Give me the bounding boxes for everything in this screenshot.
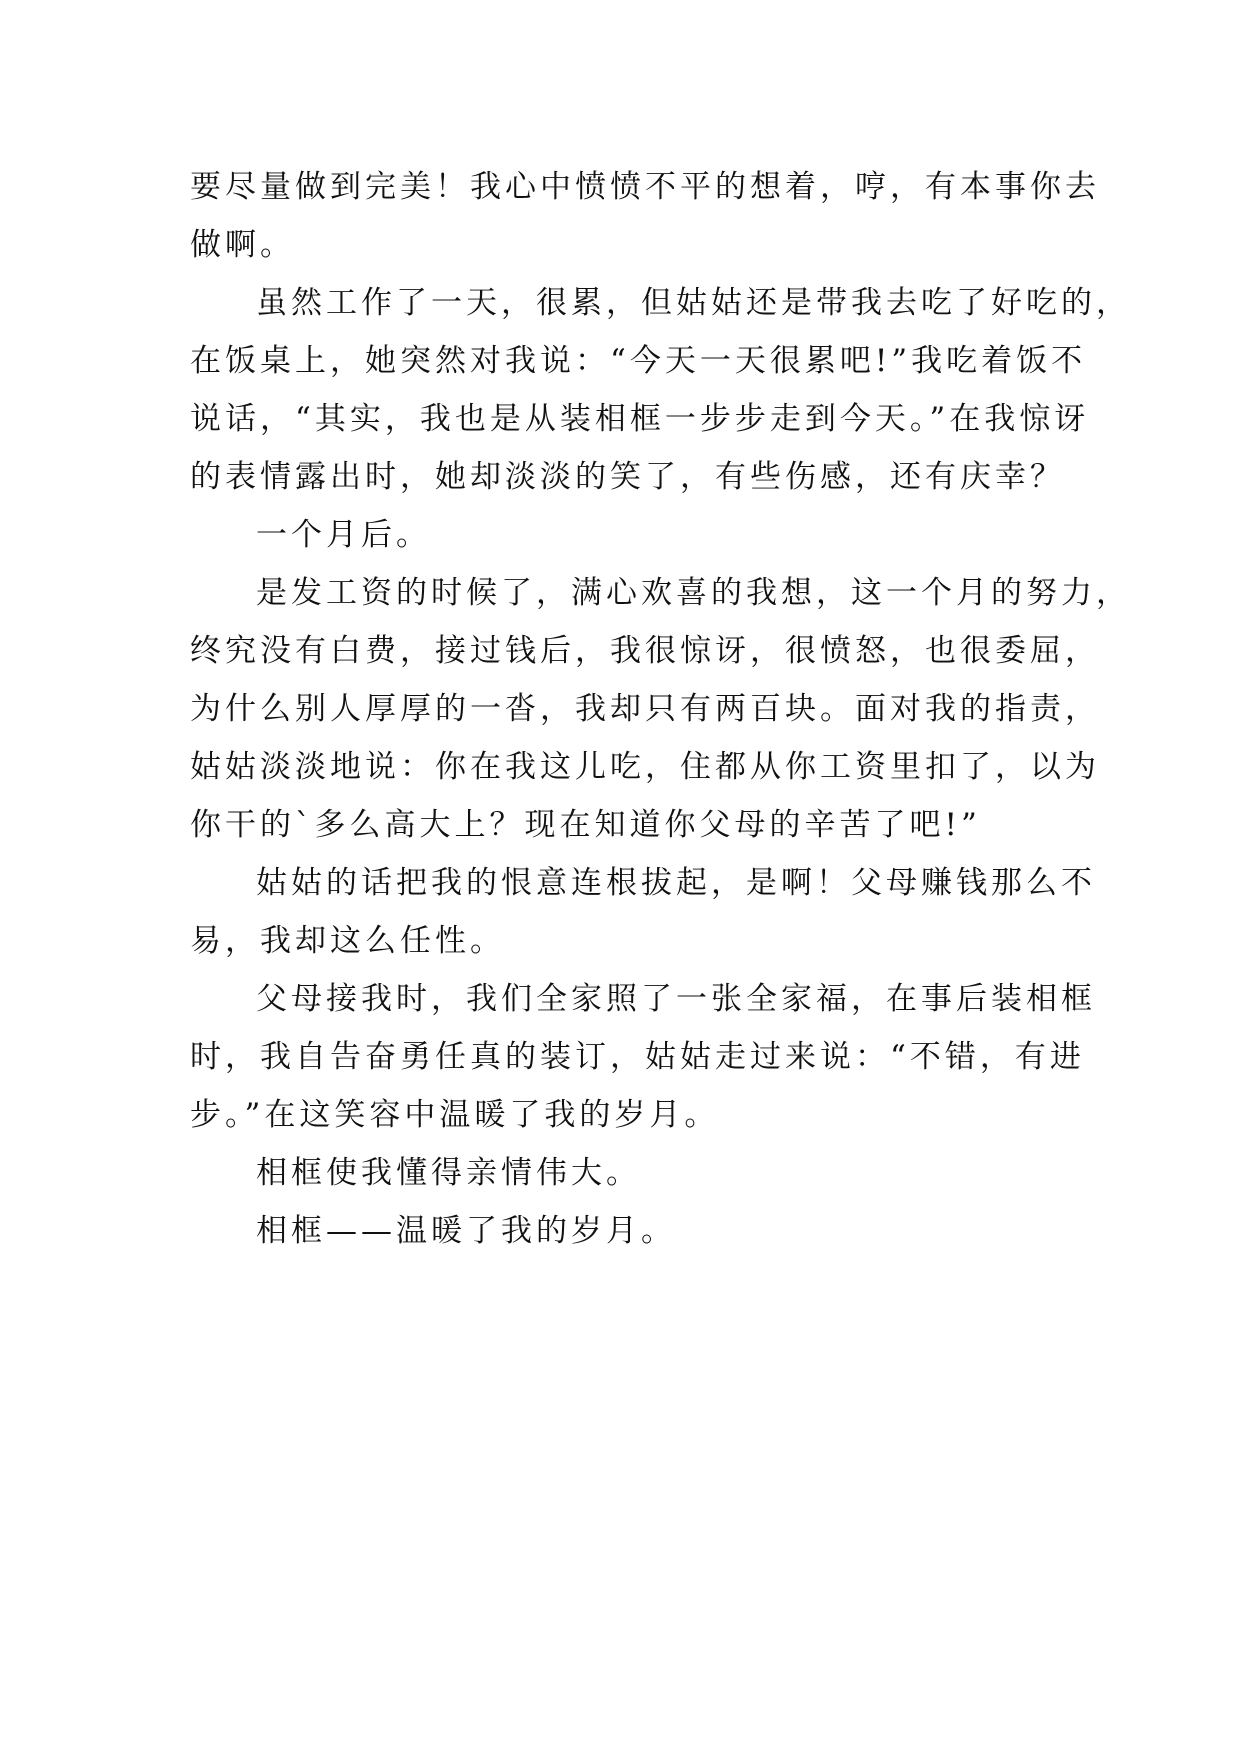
text-line: 步。”在这笑容中温暖了我的岁月。 — [190, 1097, 720, 1133]
text-line: 是发工资的时候了，满心欢喜的我想，这一个月的努力， — [256, 575, 1131, 611]
text-line: 为什么别人厚厚的一沓，我却只有两百块。面对我的指责， — [190, 691, 1100, 727]
text-line: 虽然工作了一天，很累，但姑姑还是带我去吃了好吃的， — [256, 285, 1131, 321]
text-line: 姑姑淡淡地说：你在我这儿吃，住都从你工资里扣了，以为 — [190, 749, 1100, 785]
text-line: 做啊。 — [190, 227, 295, 263]
text-line: 要尽量做到完美！我心中愤愤不平的想着，哼，有本事你去 — [190, 169, 1100, 205]
text-line: 终究没有白费，接过钱后，我很惊讶，很愤怒，也很委屈， — [190, 633, 1100, 669]
text-line: 说话，“其实，我也是从装相框一步步走到今天。”在我惊讶 — [190, 401, 1090, 437]
text-line: 相框使我懂得亲情伟大。 — [256, 1155, 641, 1191]
text-line: 姑姑的话把我的恨意连根拔起，是啊！父母赚钱那么不 — [256, 865, 1096, 901]
text-line: 在饭桌上，她突然对我说：“今天一天很累吧!”我吃着饭不 — [190, 343, 1087, 379]
text-line: 父母接我时，我们全家照了一张全家福，在事后装相框 — [256, 981, 1096, 1017]
text-line: 相框——温暖了我的岁月。 — [256, 1213, 676, 1249]
text-line: 易，我却这么任性。 — [190, 923, 505, 959]
document-body — [190, 158, 1131, 1260]
text-line: 一个月后。 — [256, 517, 431, 553]
text-line: 的表情露出时，她却淡淡的笑了，有些伤感，还有庆幸？ — [190, 459, 1065, 495]
text-line: 时，我自告奋勇任真的装订，姑姑走过来说：“不错，有进 — [190, 1039, 1085, 1075]
text-line: 你干的`多么高大上？现在知道你父母的辛苦了吧!” — [190, 807, 981, 843]
